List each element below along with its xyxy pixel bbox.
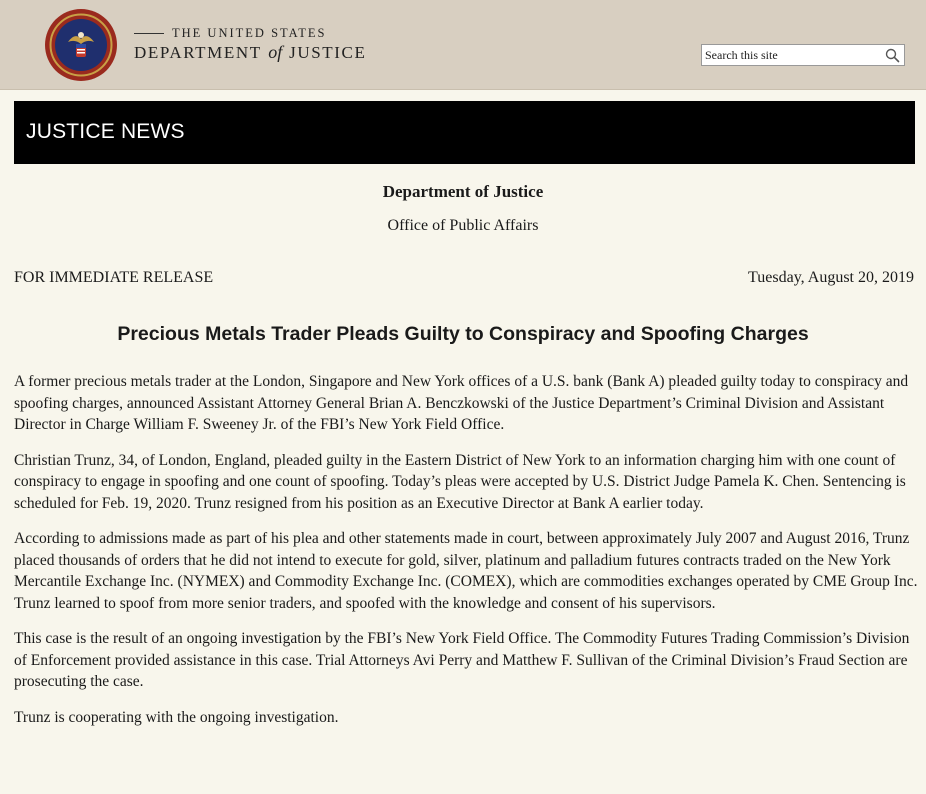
brand-top-text: THE UNITED STATES <box>172 26 327 40</box>
search-input[interactable] <box>705 47 881 63</box>
office-subheading: Office of Public Affairs <box>387 217 539 234</box>
brand-justice-text: JUSTICE <box>289 43 367 62</box>
brand-title <box>134 42 366 63</box>
body-paragraph: Trunz is cooperating with the ongoing investigation. <box>14 708 339 726</box>
search-icon[interactable] <box>885 48 900 63</box>
body-paragraph: This case is the result of an ongoing investigation by the FBI’s New York Field Office. The Commodity Futures Trading Commission’s Division of Enforcement provided assistance in this case. Trial Attorneys Avi Perry and Matthew F. Sullivan of the Criminal Division’s Fraud Section are prosecuting the case. <box>14 630 910 690</box>
body-paragraph: A former precious metals trader at the London, Singapore and New York offices of a U.S. bank (Bank A) pleaded guilty today to conspiracy and spoofing charges, announced Assistant Attorney General Brian A. Benczkowski of the Justice Department’s Criminal Division and Assistant Director in Charge William F. Sweeney Jr. of the FBI’s New York Field Office. <box>14 373 909 433</box>
release-date: Tuesday, August 20, 2019 <box>748 269 914 286</box>
site-header <box>0 0 926 90</box>
brand-of-text: of <box>268 42 283 62</box>
banner-title: JUSTICE NEWS <box>26 120 185 143</box>
press-release-headline: Precious Metals Trader Pleads Guilty to Conspiracy and Spoofing Charges <box>117 323 809 345</box>
press-release-body <box>14 371 918 742</box>
brand-dept-text: DEPARTMENT <box>134 43 262 62</box>
site-search <box>701 44 905 66</box>
doj-wordmark[interactable] <box>134 26 366 63</box>
body-paragraph: According to admissions made as part of his plea and other statements made in court, between approximately July 2007 and August 2016, Trunz placed thousands of orders that he did not intend to execute for gold, silver, platinum and palladium futures contracts traded on the New York Mercantile Exchange Inc. (NYMEX) and Commodity Exchange Inc. (COMEX), which are commodities exchanges operated by CME Group Inc. Trunz learned to spoof from more senior traders, and spoofed with the knowledge and consent of his supervisors. <box>14 530 918 612</box>
brand-subtitle <box>134 26 366 41</box>
release-label: FOR IMMEDIATE RELEASE <box>14 269 214 286</box>
body-paragraph: Christian Trunz, 34, of London, England, pleaded guilty in the Eastern District of New York to an information charging him with one count of conspiracy to engage in spoofing and one count of spoofing. Today’s pleas were accepted by U.S. District Judge Pamela K. Chen. Sentencing is scheduled for Feb. 19, 2020. Trunz resigned from his position as an Executive Director at Bank A earlier today. <box>14 451 906 512</box>
justice-news-banner <box>14 101 915 164</box>
department-heading: Department of Justice <box>382 182 544 201</box>
doj-seal-icon[interactable] <box>44 8 118 82</box>
